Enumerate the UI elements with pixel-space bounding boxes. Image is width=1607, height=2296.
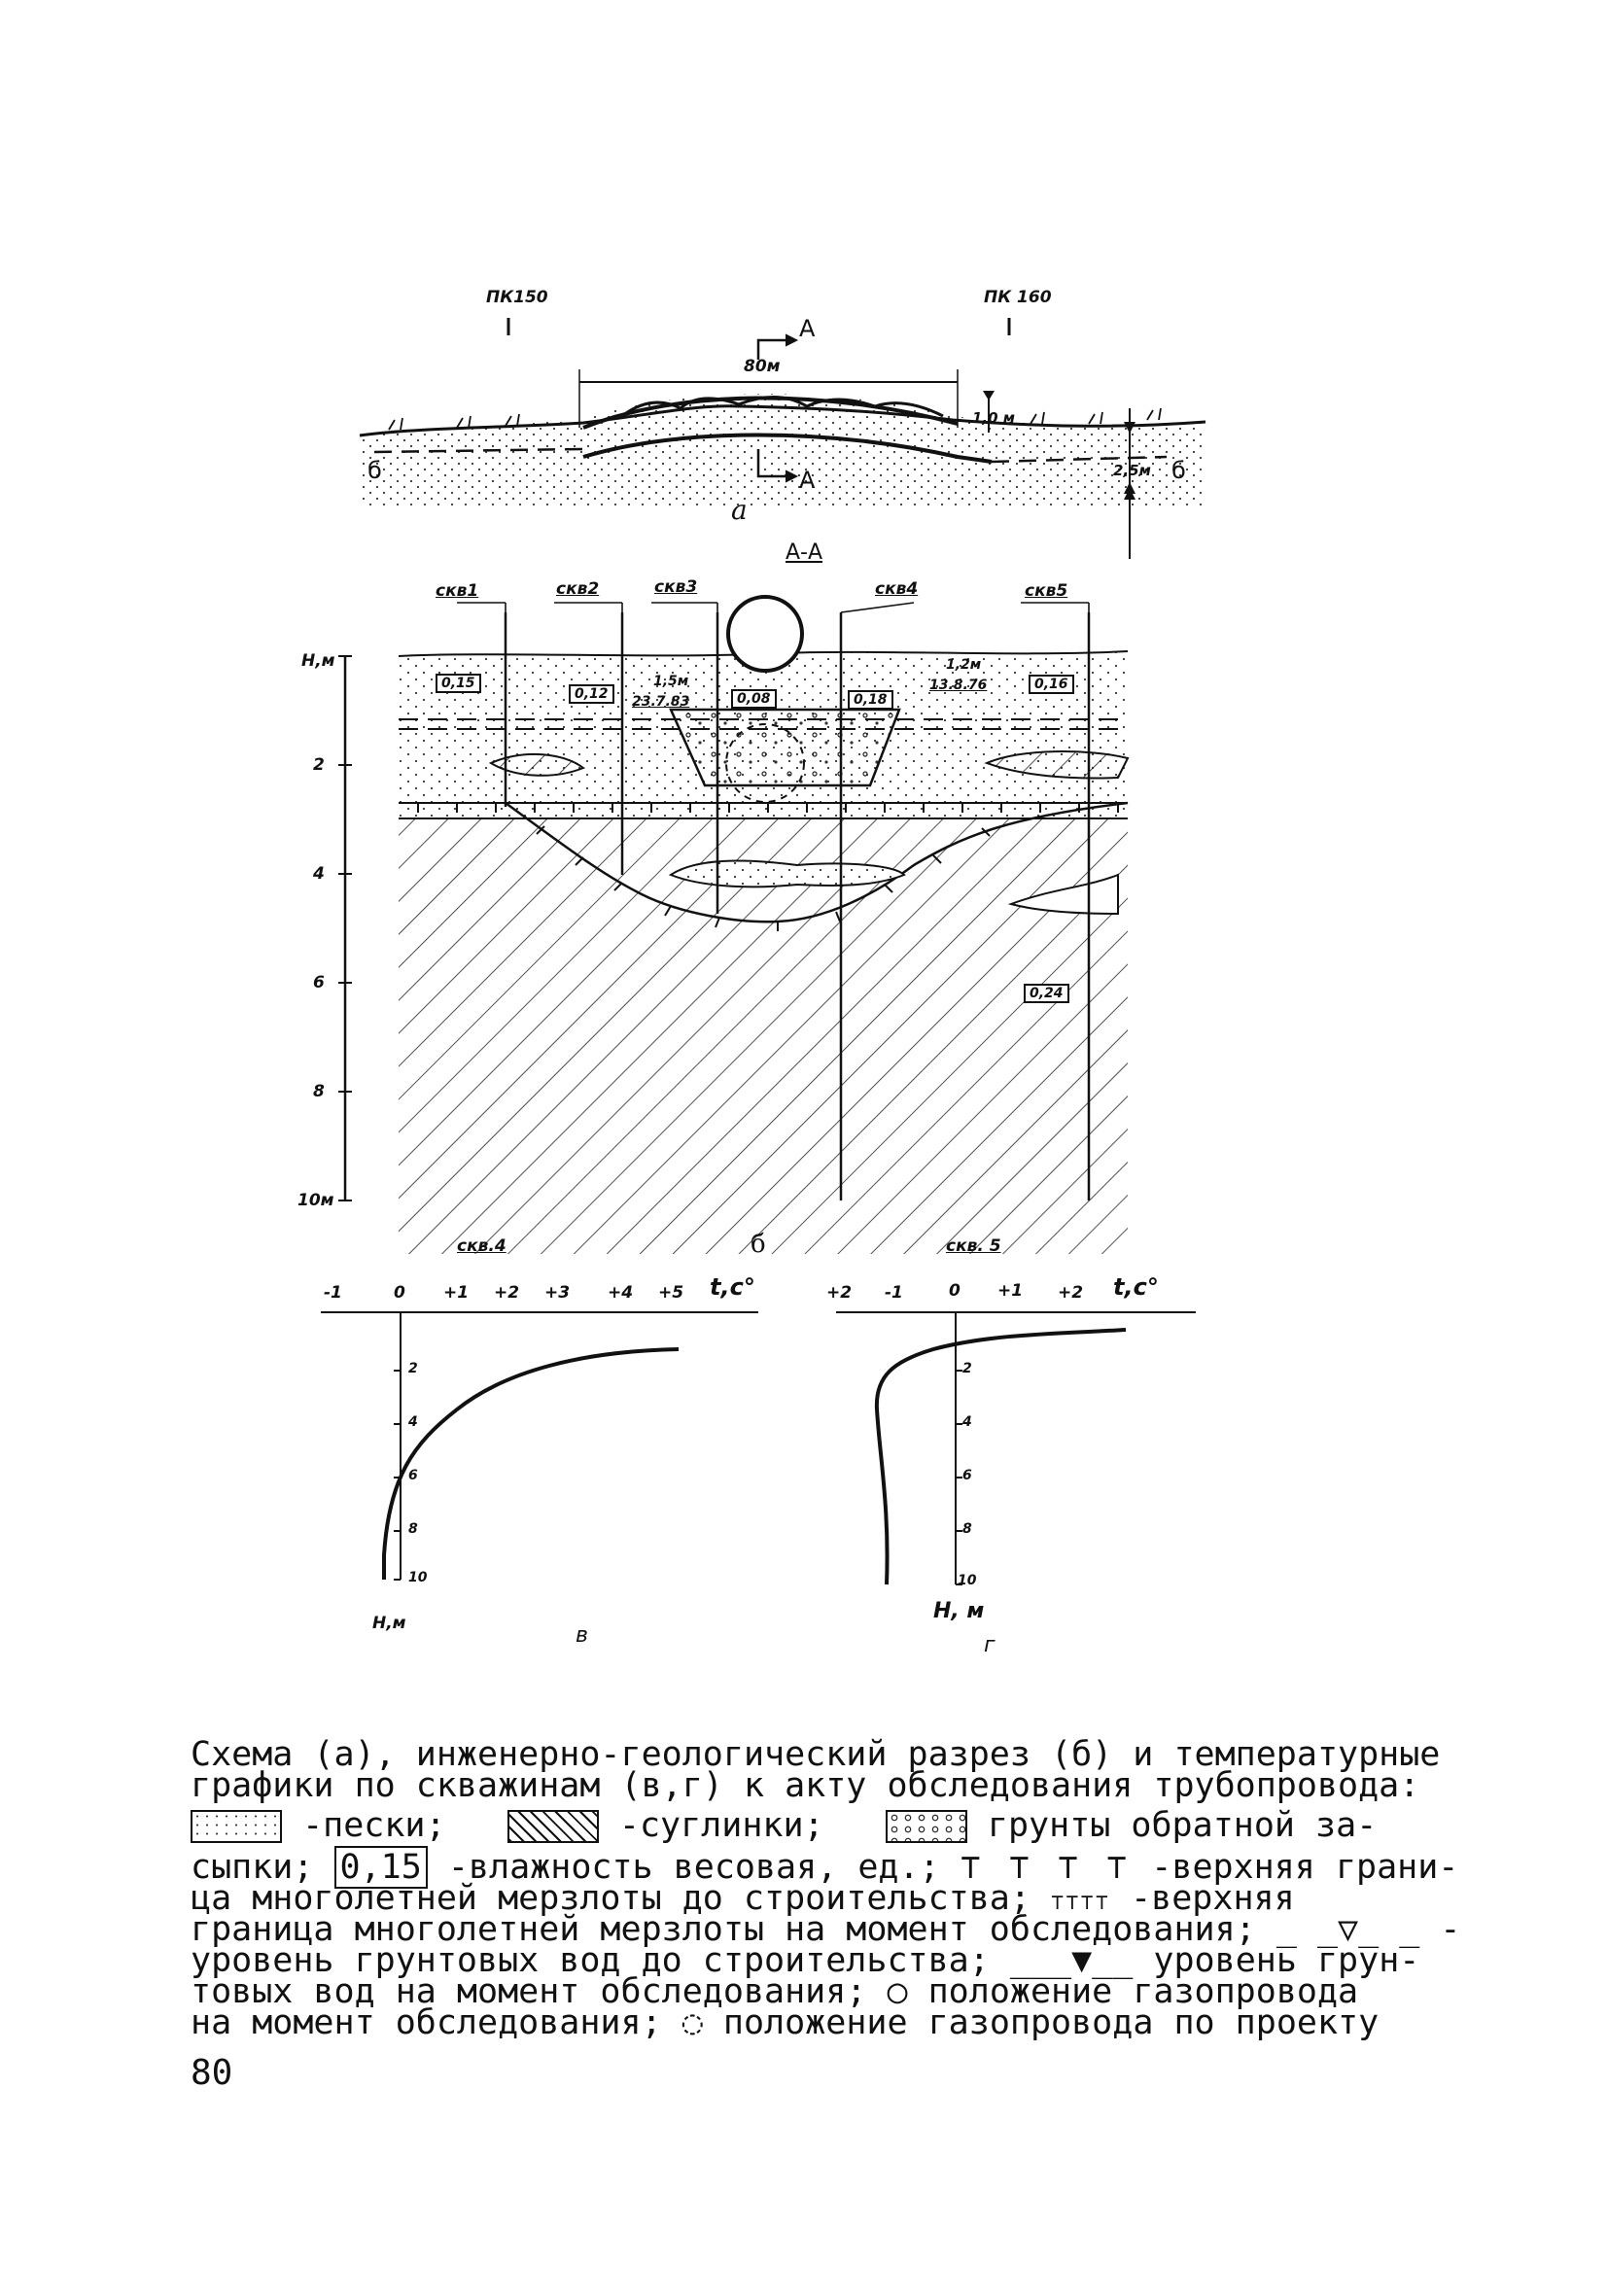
h-tick-v-4: 4 <box>408 1414 418 1430</box>
t-tick-v-5: +4 <box>608 1283 634 1303</box>
t-label-v: t,с° <box>710 1273 755 1301</box>
t-tick-v-2: +1 <box>443 1283 470 1303</box>
caption-line-1: Схема (а), инженерно-геологический разрез (б) и температурные <box>191 1735 1441 1774</box>
depth-tick-8: 8 <box>313 1082 325 1101</box>
moisture-box-1: 0,15 <box>436 674 481 693</box>
moisture-box-5: 0,16 <box>1029 675 1074 694</box>
borehole-5-label: скв5 <box>1025 581 1068 601</box>
h-tick-g-4: 4 <box>962 1414 972 1430</box>
section-label-top: А <box>799 315 816 342</box>
legend-loam-swatch <box>507 1810 599 1843</box>
span-label: 80м <box>744 357 781 376</box>
depth-tick-2: 2 <box>313 755 325 775</box>
caption-line-7-text: уровень грунтовых вод до строительства; <box>191 1941 990 1980</box>
caption-line-7 <box>191 1941 1420 1980</box>
trench-backfill <box>671 710 899 785</box>
moisture-box-2: 0,12 <box>569 684 614 704</box>
legend-moisture-box: 0,15 <box>334 1846 428 1889</box>
h-tick-v-10: 10 <box>408 1570 428 1585</box>
caption-line-7-post: уровень грун- <box>1153 1941 1420 1980</box>
gw-note-right-date: 13.8.76 <box>929 678 988 693</box>
t-tick-v-0: -1 <box>324 1283 342 1303</box>
t-tick-g-0: +2 <box>826 1283 853 1303</box>
legend-gw-before-symbol: _ _▽_ _ - <box>1275 1910 1461 1949</box>
legend-gw-now-symbol: ___▼__ <box>1009 1941 1134 1980</box>
figure-g-caption: г <box>984 1633 996 1657</box>
t-tick-g-1: -1 <box>885 1283 903 1303</box>
t-tick-v-4: +3 <box>544 1283 571 1303</box>
letter-b-left: б <box>367 457 382 484</box>
gw-note-left-date: 23.7.83 <box>632 694 690 710</box>
depth-2-5m-label: 2,5м <box>1113 462 1151 479</box>
depth-axis-label: Н,м <box>301 651 335 671</box>
h-tick-g-10: 10 <box>958 1573 977 1588</box>
pk160-label: ПК 160 <box>984 288 1052 307</box>
t-tick-v-3: +2 <box>494 1283 520 1303</box>
caption-line-6-text: граница многолетней мерзлоты на момент обследования; <box>191 1910 1256 1949</box>
borehole-2-label: скв2 <box>556 579 600 599</box>
legend-backfill-swatch <box>886 1810 967 1843</box>
graph-v <box>292 1264 797 1652</box>
legend-sand-text: -пески; <box>302 1806 446 1845</box>
h-tick-v-8: 8 <box>408 1521 418 1537</box>
caption-line-4-pre: сыпки; <box>191 1848 314 1887</box>
letter-b-right: б <box>1171 457 1186 484</box>
caption-line-4-post: -влажность весовая, ед.; <box>447 1848 940 1887</box>
caption-line-3 <box>191 1806 1378 1845</box>
h-tick-g-2: 2 <box>962 1361 972 1376</box>
t-tick-g-4: +2 <box>1058 1283 1084 1303</box>
t-tick-v-1: 0 <box>394 1283 405 1303</box>
h-tick-v-6: 6 <box>408 1468 418 1483</box>
borehole-3-label: скв3 <box>654 577 698 597</box>
caption-line-6 <box>191 1910 1461 1949</box>
caption-line-5-post: -верхняя <box>1131 1879 1295 1918</box>
caption-line-9-post: положение газопровода по проекту <box>722 2003 1380 2042</box>
caption-line-5-text: ца многолетней мерзлоты до строительства; <box>191 1879 1031 1918</box>
caption-line-8-post: положение газопровода <box>927 1972 1359 2011</box>
legend-pipe-now-symbol: ○ <box>887 1972 908 2011</box>
graph-g-title: скв. 5 <box>946 1236 1001 1256</box>
h-label-g: Н, м <box>933 1599 985 1623</box>
legend-pipe-design-symbol: ◌ <box>681 2003 703 2042</box>
temperature-curve-v <box>384 1349 679 1580</box>
graph-v-title: скв.4 <box>457 1236 507 1256</box>
figure-b-caption: б <box>751 1230 766 1259</box>
caption-line-9 <box>191 2003 1380 2042</box>
caption-line-2: графики по скважинам (в,г) к акту обследования трубопровода: <box>191 1766 1420 1805</box>
caption-line-8-text: товых вод на момент обследования; <box>191 1972 867 2011</box>
h-tick-g-6: 6 <box>962 1468 972 1483</box>
graph-g <box>817 1264 1205 1652</box>
depth-tick-10: 10м <box>297 1191 334 1210</box>
temperature-curve-g <box>877 1330 1126 1584</box>
t-label-g: t,с° <box>1113 1273 1159 1301</box>
page-number: 80 <box>191 2053 233 2093</box>
gw-note-left-depth: 1,5м <box>653 674 689 689</box>
pk150-label: ПК150 <box>486 288 548 307</box>
legend-permafrost-now-symbol: ⊤⊤⊤⊤ <box>1051 1891 1111 1915</box>
moisture-box-4: 0,18 <box>848 690 893 710</box>
gw-note-right-depth: 1,2м <box>946 657 982 673</box>
h-tick-g-8: 8 <box>962 1521 972 1537</box>
h-label-v: Н,м <box>372 1614 406 1633</box>
figure-v-caption: в <box>576 1623 588 1648</box>
moisture-box-6: 0,24 <box>1024 984 1069 1003</box>
borehole-4-label: скв4 <box>875 579 919 599</box>
h-tick-v-2: 2 <box>408 1361 418 1376</box>
section-label-bottom: А <box>799 467 816 494</box>
t-tick-v-6: +5 <box>658 1283 684 1303</box>
caption-line-4-perm: -верхняя грани- <box>1151 1848 1459 1887</box>
depth-tick-4: 4 <box>313 864 325 884</box>
geological-section <box>0 574 1607 1254</box>
moisture-box-3: 0,08 <box>731 689 777 709</box>
caption-line-8 <box>191 1972 1359 2011</box>
legend-sand-swatch <box>191 1810 282 1843</box>
pipe-circle <box>728 597 802 671</box>
legend-permafrost-before-symbol: ⊤ ⊤ ⊤ ⊤ <box>960 1848 1132 1887</box>
depth-tick-6: 6 <box>313 973 325 992</box>
caption-line-4 <box>191 1848 1459 1887</box>
figure-a-caption: а <box>731 494 748 526</box>
borehole-1-label: скв1 <box>436 581 479 601</box>
t-tick-g-2: 0 <box>949 1281 961 1301</box>
caption-line-9-text: на момент обследования; <box>191 2003 662 2042</box>
legend-backfill-text: грунты обратной за- <box>987 1806 1378 1845</box>
t-tick-g-3: +1 <box>997 1281 1024 1301</box>
depth-1m-label: 1,0 м <box>972 409 1016 427</box>
legend-loam-text: -суглинки; <box>618 1806 824 1845</box>
figure-a-drawing <box>0 0 1607 583</box>
section-title: А-А <box>786 540 823 565</box>
